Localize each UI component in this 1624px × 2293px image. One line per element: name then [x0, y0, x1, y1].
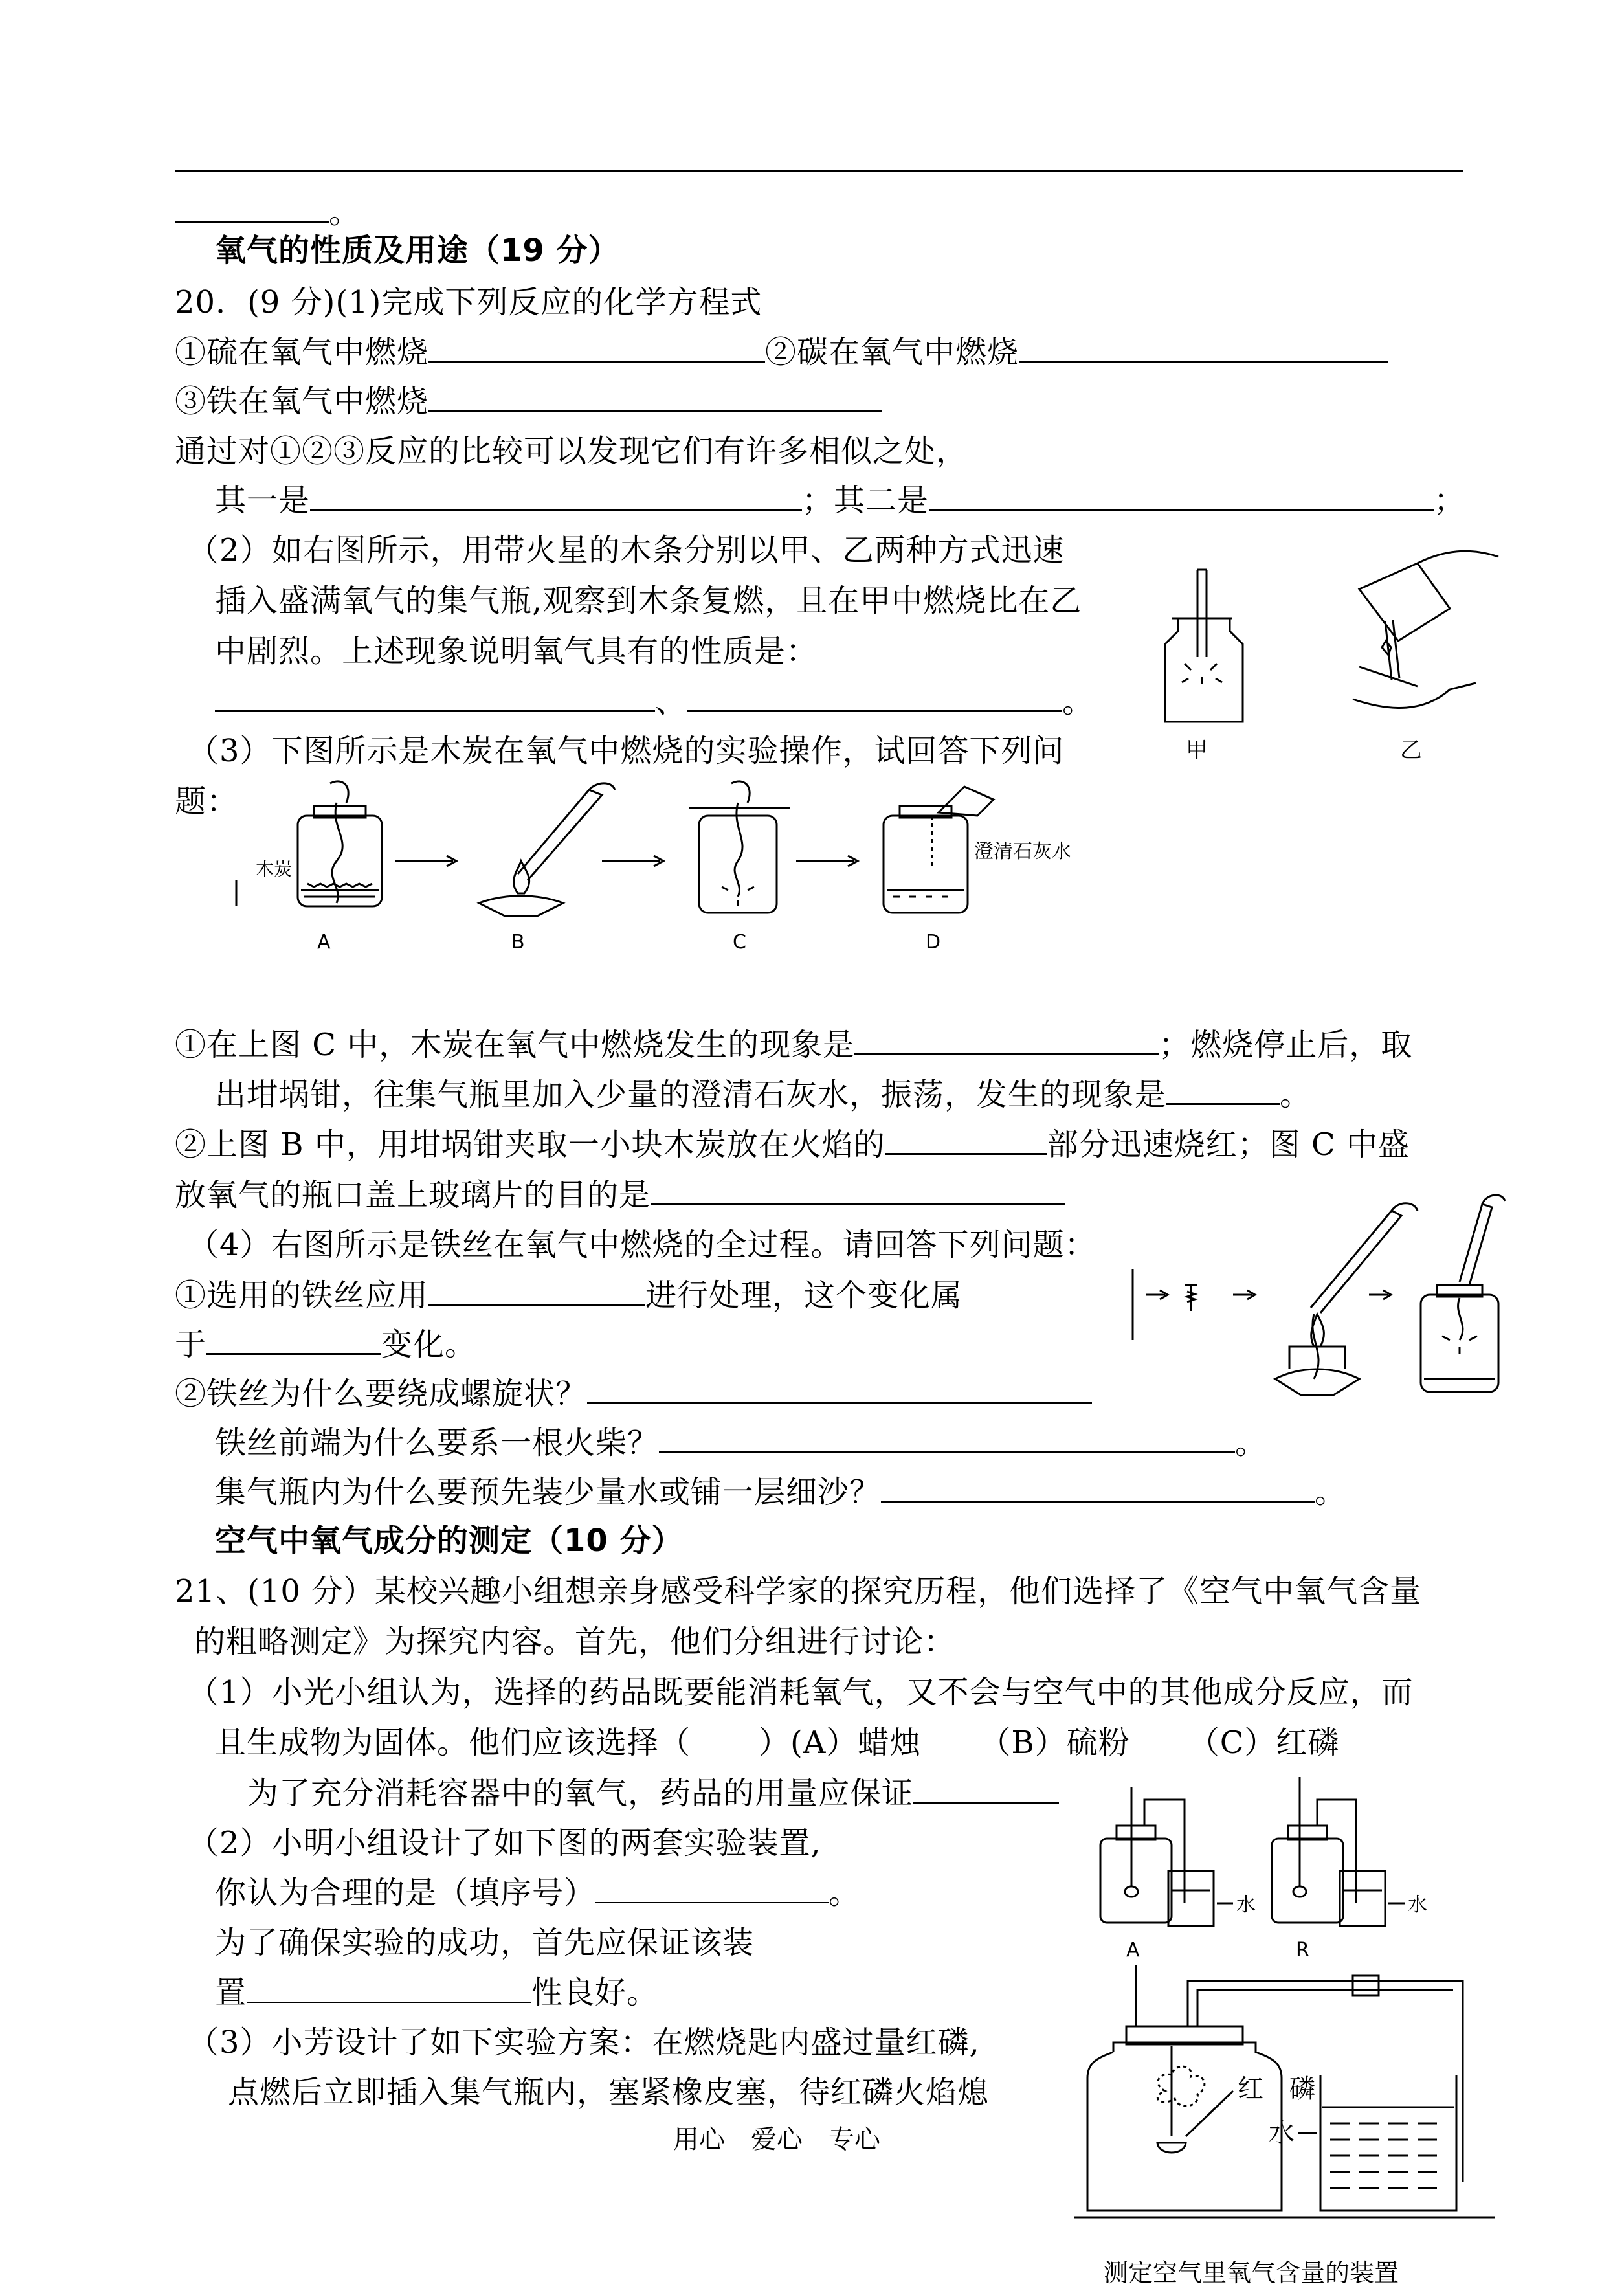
answer-blank[interactable]	[310, 480, 802, 511]
label-d: D	[926, 931, 941, 954]
answer-blank[interactable]	[587, 1374, 1092, 1404]
q21-p3-line2: 点燃后立即插入集气瓶内，塞紧橡皮塞，待红磷火焰熄	[228, 2074, 990, 2110]
q21-p2-line1: （2）小明小组设计了如下图的两套实验装置,	[188, 1825, 821, 1861]
q20-similarities: 其一是 ；其二是 ；	[215, 480, 1465, 520]
q20-equations-row2: ③铁在氧气中燃烧	[175, 381, 882, 421]
answer-blank[interactable]	[428, 332, 765, 363]
answer-blank[interactable]	[913, 1774, 1059, 1804]
apparatus-r	[1272, 1777, 1427, 1962]
apparatus-label-a: A	[1126, 1939, 1140, 1962]
answer-blank[interactable]	[175, 192, 329, 223]
q20-p4-q2-line1: ②铁丝为什么要绕成螺旋状？	[175, 1374, 1092, 1413]
label-b: B	[511, 931, 525, 954]
iron-wire-lamp	[1275, 1203, 1418, 1395]
q20-p4-q1-line1: ①选用的铁丝应用 进行处理，这个变化属	[175, 1275, 962, 1315]
q20-compare: 通过对①②③反应的比较可以发现它们有许多相似之处，	[175, 433, 968, 469]
step-b-lamp	[479, 783, 615, 916]
water-label: 水	[1269, 2118, 1295, 2148]
q20-p3-line2: 题：	[175, 783, 239, 820]
page-footer: 用心 爱心 专心	[673, 2125, 880, 2154]
q20-p3-q1-line2: 出坩埚钳，往集气瓶里加入少量的澄清石灰水，振荡，发生的现象是 。	[215, 1075, 1311, 1114]
section-title-oxygen-measurement: 空气中氧气成分的测定（10 分）	[215, 1523, 684, 1559]
water-label-a: 水	[1236, 1894, 1256, 1916]
answer-blank[interactable]	[1019, 332, 1388, 363]
answer-blank[interactable]	[595, 1874, 829, 1903]
label-jia: 甲	[1186, 737, 1208, 763]
red-phosphorus-label: 红 磷	[1238, 2074, 1315, 2104]
label-yi: 乙	[1400, 737, 1422, 763]
red-phosphorus-apparatus	[1074, 1962, 1528, 2233]
answer-blank[interactable]	[428, 1275, 645, 1306]
two-apparatus-figure	[1094, 1774, 1482, 1962]
apparatus-caption: 测定空气里氧气含量的装置	[1104, 2259, 1399, 2287]
q21-p1-line2: 且生成物为固体。他们应该选择（ ）(A）蜡烛 （B）硫粉 （C）红磷	[215, 1725, 1340, 1761]
q21-p1-line1: （1）小光小组认为，选择的药品既要能消耗氧气，又不会与空气中的其他成分反应，而	[188, 1674, 1414, 1710]
q20-p3-q1-line1: ①在上图 C 中，木炭在氧气中燃烧发生的现象是 ；燃烧停止后，取	[175, 1025, 1412, 1064]
q20-p3-q2-line1: ②上图 B 中，用坩埚钳夹取一小块木炭放在火焰的 部分迅速烧红；图 C 中盛	[175, 1124, 1410, 1164]
apparatus-a	[1100, 1787, 1256, 1962]
q20-intro: 20．(9 分)(1)完成下列反应的化学方程式	[175, 284, 762, 320]
q21-p3-line1: （3）小芳设计了如下实验方案：在燃烧匙内盛过量红磷,	[188, 2024, 980, 2061]
answer-blank[interactable]	[854, 1025, 1159, 1055]
bottle-yi	[1353, 551, 1498, 708]
limewater-label: 澄清石灰水	[974, 840, 1071, 863]
q20-p4-line1: （4）右图所示是铁丝在氧气中燃烧的全过程。请回答下列问题：	[188, 1227, 1096, 1263]
q21-line1: 21、(10 分）某校兴趣小组想亲身感受科学家的探究历程，他们选择了《空气中氧气含量	[175, 1573, 1422, 1609]
q20-p2-line3: 中剧烈。上述现象说明氧气具有的性质是：	[215, 633, 818, 669]
iron-wire-figure	[1120, 1185, 1534, 1411]
section-title-oxygen-properties: 氧气的性质及用途（19 分）	[215, 232, 620, 269]
step-d-bottle	[884, 787, 1071, 913]
q20-p3-line1: （3）下图所示是木炭在氧气中燃烧的实验操作，试回答下列问	[188, 733, 1065, 769]
q20-p3-q2-line2: 放氧气的瓶口盖上玻璃片的目的是	[175, 1175, 1065, 1214]
leading-blank: 。	[175, 192, 361, 232]
label-a: A	[317, 931, 331, 954]
q20-p2-answers: 、 。	[215, 682, 1094, 721]
step-a-bottle	[236, 781, 382, 906]
answer-blank[interactable]	[929, 480, 1434, 511]
answer-blank[interactable]	[206, 1325, 381, 1355]
q20-p4-q2-line2: 铁丝前端为什么要系一根火柴？ 。	[215, 1423, 1267, 1462]
answer-blank[interactable]	[1166, 1075, 1280, 1105]
iron-wire-bottle	[1421, 1195, 1505, 1392]
label-c: C	[733, 931, 746, 954]
answer-blank[interactable]	[659, 1423, 1235, 1453]
answer-blank[interactable]	[885, 1124, 1047, 1155]
apparatus-label-r: R	[1296, 1939, 1309, 1962]
q21-p2-line2: 你认为合理的是（填序号） 。	[215, 1875, 861, 1911]
q21-line2: 的粗略测定》为探究内容。首先，他们分组进行讨论：	[194, 1624, 956, 1660]
charcoal-combustion-figure	[233, 777, 1139, 958]
q20-p2-line1: （2）如右图所示，用带火星的木条分别以甲、乙两种方式迅速	[188, 532, 1065, 568]
water-label-r: 水	[1408, 1894, 1427, 1916]
answer-blank[interactable]	[651, 1175, 1065, 1205]
q21-p1-line3: 为了充分消耗容器中的氧气，药品的用量应保证	[247, 1774, 1059, 1813]
charcoal-label: 木炭	[256, 858, 293, 880]
q20-p2-line2: 插入盛满氧气的集气瓶,观察到木条复燃，且在甲中燃烧比在乙	[215, 583, 1082, 619]
answer-blank[interactable]	[215, 682, 655, 712]
step-c-bottle	[689, 781, 790, 913]
answer-blank[interactable]	[687, 682, 1062, 712]
answer-blank[interactable]	[247, 1973, 531, 2003]
q21-p2-line3: 为了确保实验的成功，首先应保证该装	[215, 1925, 755, 1961]
splint-in-oxygen-figure	[1146, 550, 1521, 764]
q20-equations-row1: ①硫在氧气中燃烧 ②碳在氧气中燃烧	[175, 332, 1388, 372]
q20-p4-q1-line2: 于 变化。	[175, 1325, 476, 1364]
answer-blank[interactable]	[881, 1472, 1315, 1503]
q20-p4-q2-line3: 集气瓶内为什么要预先装少量水或铺一层细沙？ 。	[215, 1472, 1346, 1512]
header-rule	[175, 170, 1463, 172]
q21-p2-line4: 置 性良好。	[215, 1974, 659, 2011]
answer-blank[interactable]	[428, 381, 882, 412]
bottle-jia	[1165, 570, 1243, 722]
